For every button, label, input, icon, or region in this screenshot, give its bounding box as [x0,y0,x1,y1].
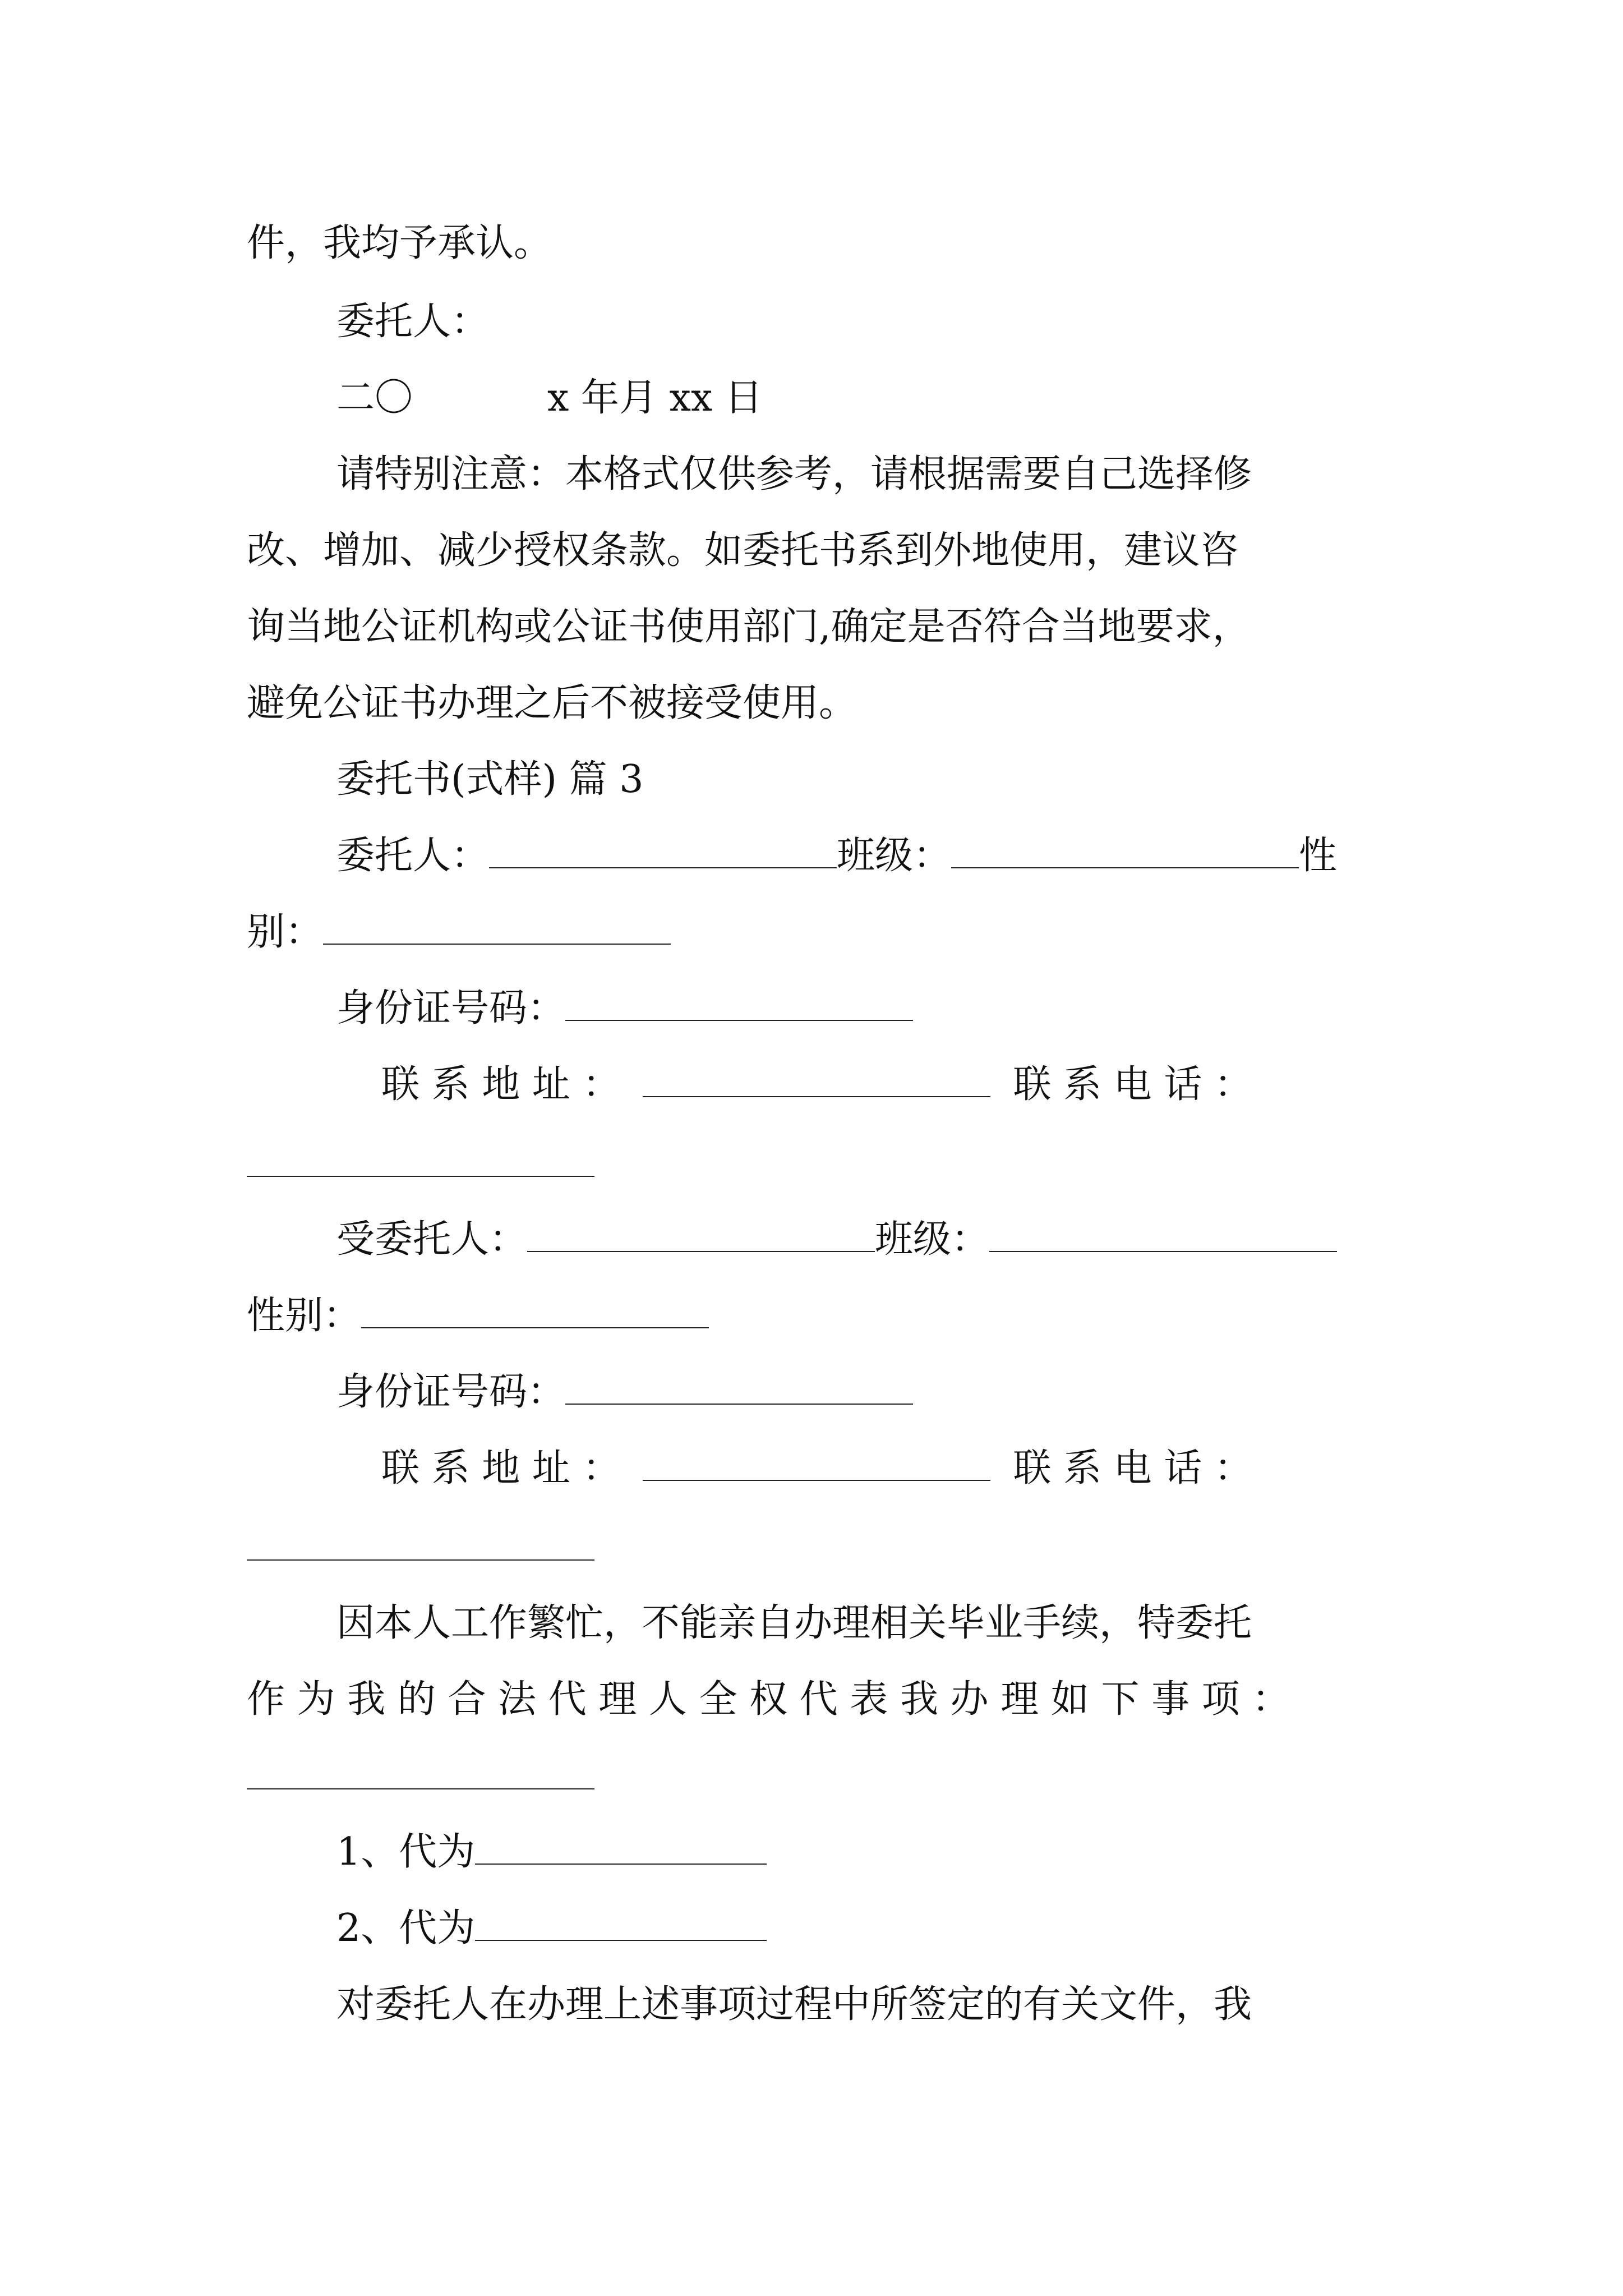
blank-field [951,838,1299,868]
text-line [381,1446,1252,1490]
field-label: 联 系 地 址 ： [381,1062,621,1107]
text-line: 改、增加、减少授权条款。如委托书系到外地使用，建议咨 [247,528,1239,573]
blank-field [247,1788,594,1789]
field-label: 联 系 电 话 ： [1013,1062,1252,1107]
text-line: 委托人： [336,300,490,344]
field-label: 委托人： [336,834,490,878]
blank-field [475,1834,767,1865]
blank-field [643,1451,990,1481]
text-line [381,1062,1252,1107]
text-line [336,1370,913,1414]
text-line: 件，我均予承认。 [247,221,552,265]
text-line: 对委托人在办理上述事项过程中所签定的有关文件，我 [336,1982,1252,2027]
blank-field [527,1222,875,1252]
field-label: 别： [247,910,324,954]
blank-field [361,1298,709,1328]
blank-field [565,1374,913,1405]
field-label: 班级： [837,834,952,878]
list-item-label: 2、代为 [336,1906,476,1950]
blank-field [489,838,837,868]
text-line [336,986,913,1030]
field-label: 班级： [875,1217,990,1262]
list-item-label: 1、代为 [336,1830,476,1874]
date-line [336,376,763,420]
text-line [247,1294,709,1338]
field-label: 联 系 电 话 ： [1013,1446,1252,1490]
blank-field [989,1222,1337,1252]
blank-field [323,914,671,945]
text-line [336,1217,1337,1262]
blank-field [643,1067,990,1097]
text-line: 请特别注意：本格式仅供参考，请根据需要自己选择修 [336,452,1252,496]
field-label: 身份证号码： [336,1370,566,1414]
blank-field [247,1559,594,1561]
field-label: 身份证号码： [336,986,566,1030]
blank-field [247,1176,594,1177]
date-text: x 年月 xx 日 [547,376,763,420]
text-line: 询当地公证机构或公证书使用部门,确定是否符合当地要求， [247,605,1251,649]
field-label: 性别： [247,1294,362,1338]
section-heading: 委托书(式样) 篇 3 [336,757,644,802]
blank-field [475,1911,767,1941]
field-label: 受委托人： [336,1217,528,1262]
text-line [336,834,1338,878]
text-line [336,1830,767,1874]
blank-field [565,991,913,1021]
text-line [247,910,671,954]
text-line: 避免公证书办理之后不被接受使用。 [247,681,857,725]
field-label: 性 [1299,834,1338,878]
text-line: 作 为 我 的 合 法 代 理 人 全 权 代 表 我 办 理 如 下 事 项 ： [247,1677,1290,1722]
text-line: 因本人工作繁忙，不能亲自办理相关毕业手续，特委托 [336,1601,1252,1645]
text-line [336,1906,767,1950]
year-prefix: 二〇 [336,376,413,420]
field-label: 联 系 地 址 ： [381,1446,621,1490]
